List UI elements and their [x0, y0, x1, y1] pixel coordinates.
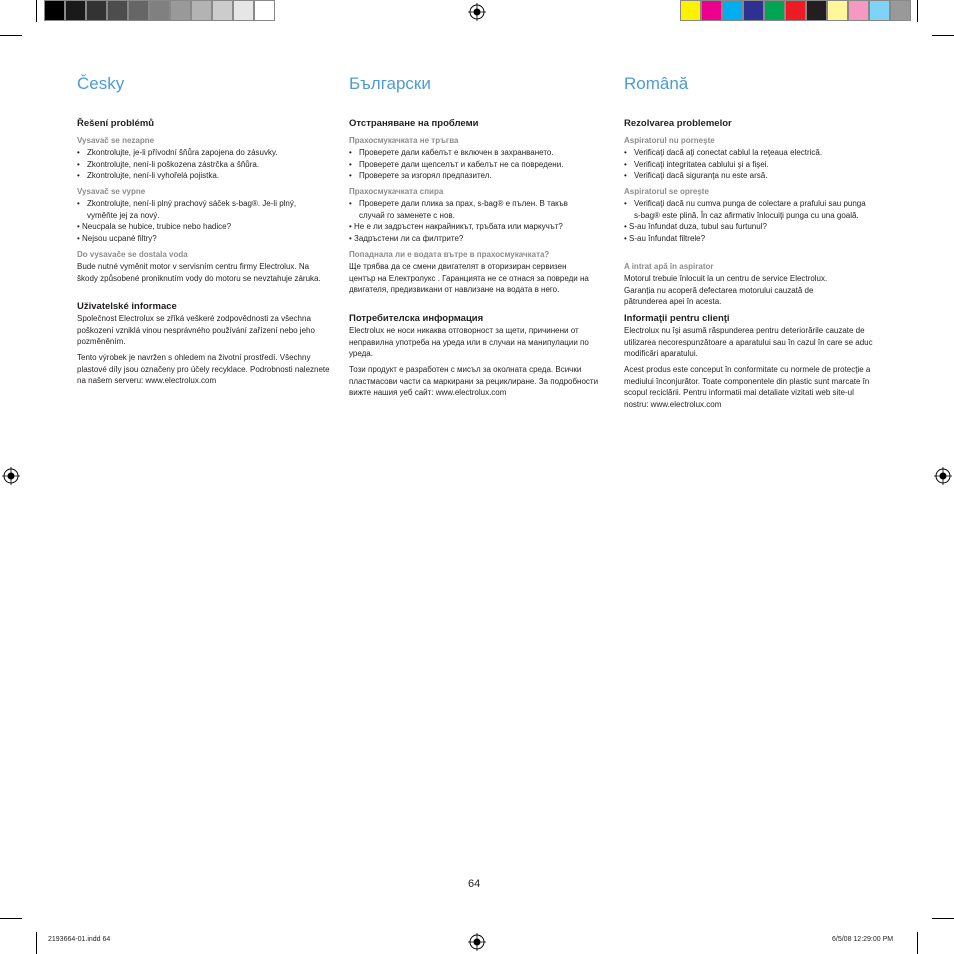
color-swatch — [743, 0, 764, 21]
color-swatch — [722, 0, 743, 21]
troubleshooting-title: Rezolvarea problemelor — [624, 118, 732, 129]
section-heading: Aspiratorul nu porneşte — [624, 136, 715, 145]
crop-mark — [36, 932, 37, 954]
color-swatch — [785, 0, 806, 21]
gray-swatch — [65, 0, 86, 21]
list-item: • Zkontrolujte, není-li poškozena zástrčka a šňůra. — [77, 159, 337, 171]
paragraph: Motorul trebuie înlocuit la un centru de service Electrolux. Garanţia nu acoperă defectarea motorului cauzată de pătrunderea apei în acesta. — [624, 274, 828, 307]
gray-swatch — [128, 0, 149, 21]
section-heading: Попаднала ли е водата вътре в прахосмукачката? — [349, 250, 550, 259]
language-heading: Česky — [77, 74, 125, 93]
list-item: • Проверете дали кабелът е включен в захранването. — [349, 147, 609, 159]
bullet-list — [349, 198, 579, 244]
footer-file-info: 2193664-01.indd 64 — [48, 936, 111, 943]
list-item: • Задръстени ли са филтрите? — [349, 233, 464, 243]
page-number: 64 — [468, 878, 481, 890]
list-item: • S-au înfundat filtrele? — [624, 233, 706, 243]
list-item: • Neucpala se hubice, trubice nebo hadice? — [77, 222, 232, 232]
list-item: • Nejsou ucpané filtry? — [77, 233, 157, 243]
color-swatch — [680, 0, 701, 21]
list-item: • Verificaţi dacă nu cumva punga de colectare a prafului sau punga s-bag® este plină. În caz afirmativ înlocuiţi punga cu una goală. — [624, 198, 874, 221]
crop-mark — [917, 932, 918, 954]
gray-swatch — [170, 0, 191, 21]
crop-mark — [917, 0, 918, 22]
section-heading: A intrat apă în aspirator — [624, 262, 714, 271]
color-swatch — [827, 0, 848, 21]
paragraph: Electrolux nu îşi asumă răspunderea pentru deteriorările cauzate de utilizarea necorespunzătoare a aparatului sau în cazul în care se aduc modificări aparatului. — [624, 326, 873, 359]
gray-swatch — [86, 0, 107, 21]
language-heading: Română — [624, 74, 689, 93]
registration-mark-icon — [468, 3, 486, 21]
language-heading: Български — [349, 74, 431, 93]
gray-swatch — [233, 0, 254, 21]
crop-mark — [932, 918, 954, 919]
color-swatch — [869, 0, 890, 21]
color-swatch — [806, 0, 827, 21]
bullet-list — [77, 147, 337, 182]
list-item: • Verificaţi integritatea cablului şi a fişei. — [624, 159, 884, 171]
list-item: • Zkontrolujte, není-li plný prachový sáček s-bag®. Je-li plný, vyměňte jej za nový. — [77, 198, 327, 221]
footer-timestamp: 6/5/08 12:29:00 PM — [832, 936, 894, 943]
bullet-list — [624, 147, 884, 182]
list-item: • Verificaţi dacă aţi conectat cablul la reţeaua electrică. — [624, 147, 884, 159]
paragraph: Electrolux не носи никаква отговорност за щети, причинени от неправилна употреба на уреда или в случаи на манипулации по уреда. — [349, 326, 589, 359]
list-item: • Zkontrolujte, je-li přívodní šňůra zapojena do zásuvky. — [77, 147, 337, 159]
color-swatch — [848, 0, 869, 21]
paragraph: Този продукт е разработен с мисъл за околната среда. Всички пластмасови части са маркирани за рециклиране. За подробности вижте нашия уеб сайт: www.electrolux.com — [349, 365, 599, 398]
paragraph: Společnost Electrolux se zříká veškeré zodpovědnosti za všechna poškození vzniklá vinou nesprávného používání zařízení nebo jeho pozměněním. — [77, 314, 315, 347]
section-heading: Прахосмукачката спира — [349, 187, 444, 196]
section-heading: Прахосмукачката не тръгва — [349, 136, 459, 145]
gray-swatch — [44, 0, 65, 21]
bullet-list — [77, 198, 327, 244]
list-item: • Zkontrolujte, není-li vyhořelá pojistka. — [77, 170, 337, 182]
color-swatch — [764, 0, 785, 21]
user-information-title: Informaţii pentru clienţi — [624, 313, 730, 324]
color-swatch — [701, 0, 722, 21]
section-heading: Vysavač se nezapne — [77, 136, 155, 145]
user-information-title: Потребителска информация — [349, 313, 484, 324]
crop-mark — [36, 0, 37, 22]
crop-mark — [0, 35, 22, 36]
user-information-title: Uživatelské informace — [77, 301, 177, 312]
troubleshooting-title: Řešení problémů — [77, 118, 155, 129]
list-item: • Проверете дали плика за прах, s-bag® е пълен. В такъв случай го заменете с нов. — [349, 198, 579, 221]
section-heading: Aspiratorul se opreşte — [624, 187, 709, 196]
list-item: • Verificaţi dacă siguranţa nu este arsă. — [624, 170, 884, 182]
section-heading: Vysavač se vypne — [77, 187, 146, 196]
gray-swatch — [191, 0, 212, 21]
gray-swatch — [107, 0, 128, 21]
list-item: • Проверете дали щепселът и кабелът не са повредени. — [349, 159, 609, 171]
paragraph: Bude nutné vyměnit motor v servisním centru firmy Electrolux. Na škody způsobené proniknutím vody do motoru se nevztahuje záruka. — [77, 262, 321, 283]
registration-mark-icon — [2, 467, 20, 485]
registration-mark-icon — [468, 933, 486, 951]
gray-swatch — [212, 0, 233, 21]
bullet-list — [624, 198, 874, 244]
section-heading: Do vysavače se dostala voda — [77, 250, 188, 259]
paragraph: Acest produs este conceput în conformitate cu normele de protecţie a mediului înconjurător. Toate componentele din plastic sunt marcate în scopul reciclării. Pentru informatii mai detaliate vizitati web site-ul nostru: www.electrolux.com — [624, 365, 871, 409]
gray-swatch — [149, 0, 170, 21]
crop-mark — [932, 35, 954, 36]
list-item: • Не е ли задръстен накрайникът, тръбата или маркучът? — [349, 222, 563, 232]
list-item: • Проверете за изгорял предпазител. — [349, 170, 609, 182]
troubleshooting-title: Отстраняване на проблеми — [349, 118, 479, 129]
crop-mark — [0, 918, 22, 919]
bullet-list — [349, 147, 609, 182]
paragraph: Ще трябва да се смени двигателят в оторизиран сервизен център на Електролукс . Гаранцията не се отнася за повреди на двигателя, предизвикани от навлизане на водата в него. — [349, 262, 589, 295]
list-item: • S-au înfundat duza, tubul sau furtunul? — [624, 222, 767, 232]
paragraph: Tento výrobek je navržen s ohledem na životní prostředí. Všechny plastové díly jsou označeny pro účely recyklace. Podrobnosti naleznete na našem serveru: www.electrolux.com — [77, 353, 330, 386]
gray-swatch — [254, 0, 275, 21]
registration-mark-icon — [934, 467, 952, 485]
color-swatch — [890, 0, 911, 21]
